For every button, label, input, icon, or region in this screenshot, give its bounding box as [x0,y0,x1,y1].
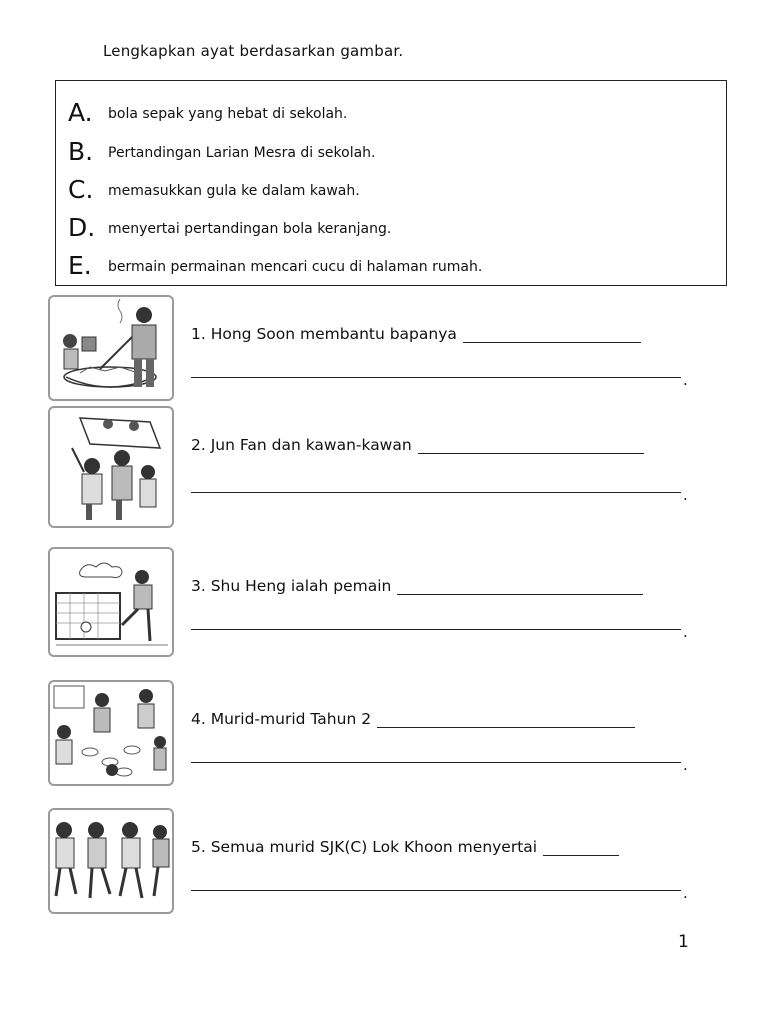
question-3 [48,547,728,657]
answer-line[interactable] [191,762,681,763]
question-text: 5. Semua murid SJK(C) Lok Khoon menyertai [191,838,538,856]
option-d [68,210,391,244]
football-illustration [48,547,174,657]
question-2 [48,406,728,516]
option-letter: D. [68,212,96,242]
answer-blank[interactable] [418,439,644,454]
answer-line[interactable] [191,629,681,630]
end-mark: . [683,623,688,641]
page-number: 1 [678,932,689,952]
option-text: memasukkan gula ke dalam kawah. [108,182,360,199]
option-letter: E. [68,250,92,280]
answer-line[interactable] [191,492,681,493]
question-5 [48,808,728,918]
option-letter: B. [68,136,94,166]
basketball-illustration [48,406,174,528]
end-mark: . [683,371,688,389]
option-letter: A. [68,97,93,127]
answer-blank[interactable] [397,580,643,595]
question-text: 2. Jun Fan dan kawan-kawan [191,436,412,454]
answer-line[interactable] [191,890,681,891]
end-mark: . [683,884,688,902]
option-text: bola sepak yang hebat di sekolah. [108,105,348,122]
answer-blank[interactable] [463,328,641,343]
question-text: 3. Shu Heng ialah pemain [191,577,392,595]
option-text: bermain permainan mencari cucu di halaman rumah. [108,258,483,275]
end-mark: . [683,756,688,774]
option-a [68,95,347,129]
option-letter: C. [68,174,94,204]
option-e [68,248,482,282]
question-4 [48,680,728,790]
option-text: Pertandingan Larian Mesra di sekolah. [108,144,376,161]
end-mark: . [683,486,688,504]
answer-blank[interactable] [377,713,635,728]
option-text: menyertai pertandingan bola keranjang. [108,220,392,237]
answer-line[interactable] [191,377,681,378]
running-race-illustration [48,808,174,914]
question-text: 1. Hong Soon membantu bapanya [191,325,457,343]
question-text: 4. Murid-murid Tahun 2 [191,710,372,728]
instruction-text: Lengkapkan ayat berdasarkan gambar. [103,42,404,60]
playground-illustration [48,680,174,786]
option-b [68,134,376,168]
answer-blank[interactable] [543,841,619,856]
option-c [68,172,360,206]
question-1 [48,295,728,405]
options-box [55,80,727,286]
cooking-illustration [48,295,174,401]
